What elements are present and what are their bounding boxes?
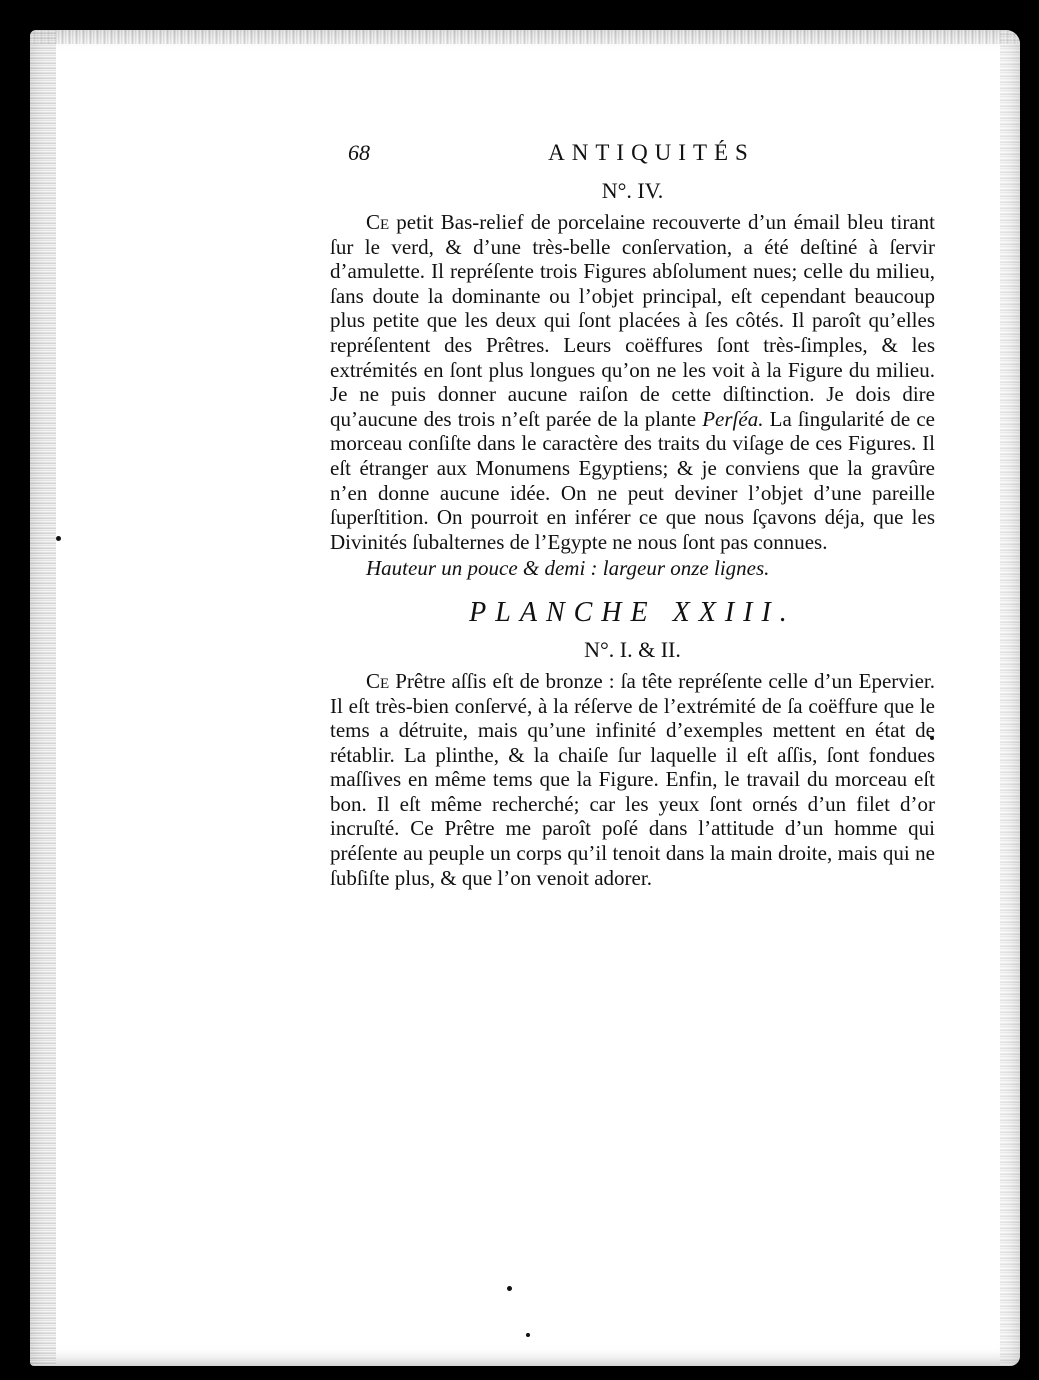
dimensions-line: Hauteur un pouce & demi : largeur onze lignes.: [366, 556, 770, 581]
paragraph-lead: Ce: [366, 668, 390, 693]
section-paragraph: [330, 210, 935, 554]
plate-title: PLANCHE XXIII.: [469, 596, 796, 628]
section-number: N°. IV.: [601, 178, 664, 203]
italic-term: Perſéa.: [702, 406, 764, 431]
ink-speck: [56, 536, 61, 541]
paragraph-text-continued: La ſingularité de ce morceau conſiſte dans le caractère des traits du viſage de ces Figures. Il eſt étranger aux Monumens Egyptiens; & je conviens que la gravûre n’en donne aucune idée. On ne peut deviner l’objet d’une pareille ſuperſtition. On pourroit en inférer ce que nous ſçavons déja, que les Divinités ſubalternes de l’Egypte ne nous ſont pas connues.: [330, 406, 935, 554]
running-title: ANTIQUITÉS: [548, 140, 755, 165]
text-block: [330, 140, 935, 890]
page-edge-noise-top: [30, 30, 1020, 44]
paragraph-text: Prêtre aſſis eſt de bronze : ſa tête repréſente celle d’un Epervier. Il eſt très-bien conſervé, à la réſerve de l’extrémité de ſa coëffure que le tems a détruite, mais qu’une infinité d’exemples mettent en état de rétablir. La plinthe, & la chaiſe ſur laquelle il eſt aſſis, ſont fondues maſſives en même tems que la Figure. Enfin, le travail du morceau eſt bon. Il eſt même recherché; car les yeux ſont ornés d’un filet d’or incruſté. Ce Prêtre me paroît poſé dans l’attitude d’un homme qui préſente au peuple un corps qu’il tenoit dans la main droite, mais qui ne ſubſiſte plus, & que l’on venoit adorer.: [330, 668, 935, 890]
plate-paragraph: [330, 669, 935, 890]
book-page: [30, 30, 1020, 1366]
ink-speck: [526, 1333, 530, 1337]
plate-number: N°. I. & II.: [584, 636, 681, 662]
page-header: [330, 140, 935, 174]
page-edge-noise-right: [1000, 30, 1020, 1366]
ink-speck: [507, 1286, 512, 1291]
page-number: 68: [348, 140, 370, 165]
paragraph-lead: Ce: [366, 210, 390, 234]
page-edge-noise-left: [30, 30, 56, 1366]
paragraph-text: petit Bas-relief de porcelaine recouverte d’un émail bleu tirant ſur le verd, & d’une très-belle conſervation, a été deſtiné à ſervir d’amulette. Il repréſente trois Figures abſolument nues; celle du milieu, ſans doute la dominante ou l’objet principal, eſt cependant beaucoup plus petite que les deux qui ſont placées à ſes côtés. Il paroît qu’elles repréſentent des Prêtres. Leurs coëffures ſont très-ſimples, & les extrémités en ſont plus longues qu’on ne les voit à la Figure du milieu. Je ne puis donner aucune raiſon de cette diſtinction. Je dois dire qu’aucune des trois n’eſt parée de la plante: [330, 210, 935, 431]
